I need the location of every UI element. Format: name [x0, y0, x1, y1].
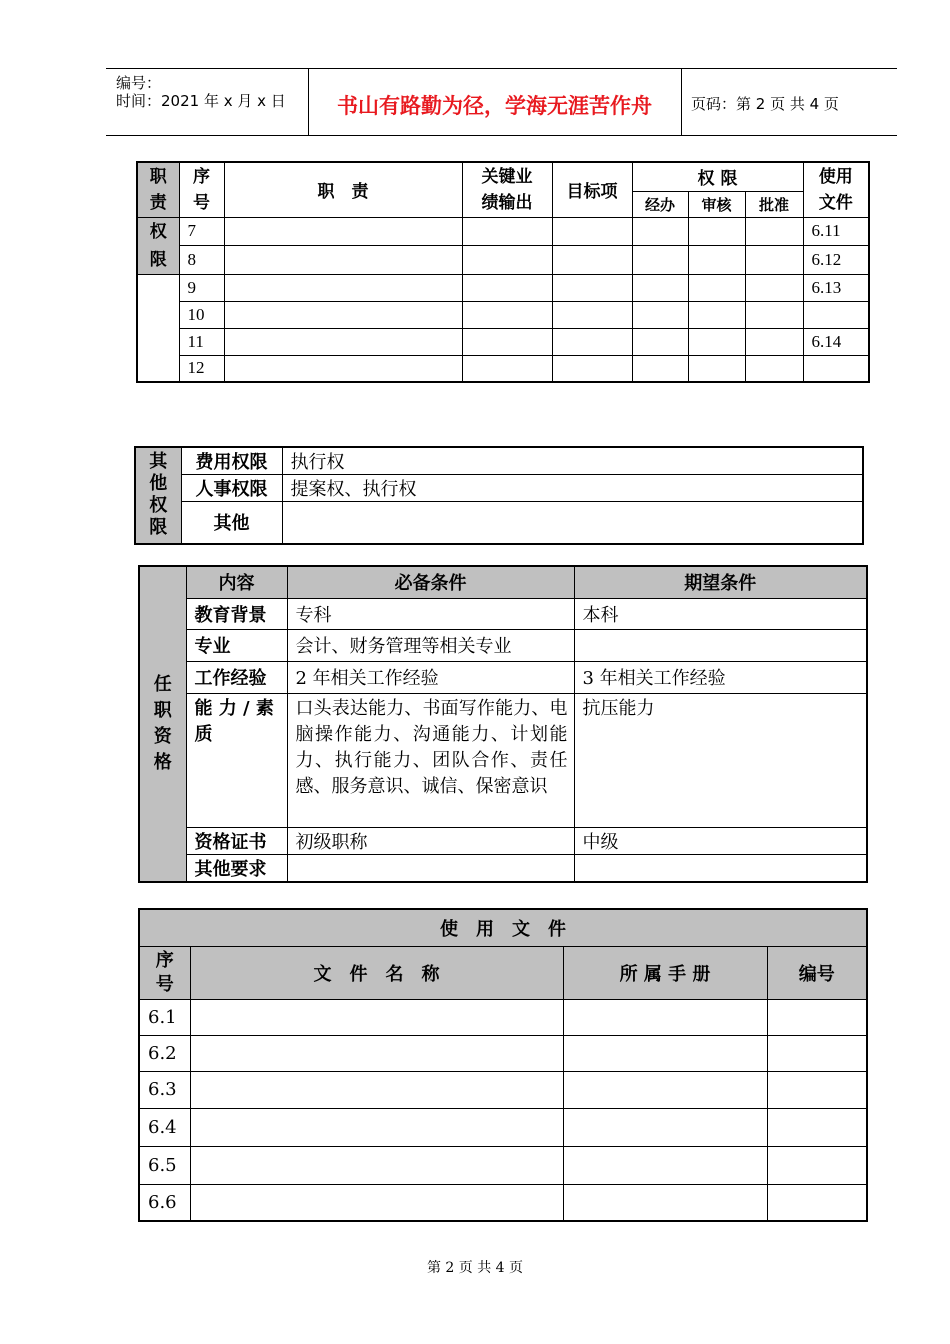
table-row: [139, 854, 867, 882]
required-value: [287, 854, 574, 882]
table-row: [137, 328, 869, 355]
page-info: 页码：第 2 页 共 4 页: [691, 95, 839, 113]
table-row: [139, 1108, 867, 1146]
table-row: [139, 1035, 867, 1071]
expected-value: 中级: [574, 827, 867, 854]
header-seq: 序号: [179, 162, 224, 217]
qualification-label: 其他要求: [186, 854, 287, 882]
required-value: 会计、财务管理等相关专业: [287, 629, 574, 661]
table-row: [139, 1146, 867, 1184]
row-document: 6.14: [803, 328, 869, 355]
documents-table-title: 使 用 文 件: [139, 909, 867, 946]
required-value: 初级职称: [287, 827, 574, 854]
required-value: 专科: [287, 598, 574, 629]
section-label-authority: 权限: [137, 217, 179, 274]
row-seq: 7: [179, 217, 224, 246]
header-divider: [681, 68, 682, 135]
section-label-duty: 职责: [137, 162, 179, 217]
expected-value: 抗压能力: [574, 693, 867, 827]
required-value: 2 年相关工作经验: [287, 661, 574, 693]
expected-value: 3 年相关工作经验: [574, 661, 867, 693]
expected-value: [574, 854, 867, 882]
expected-value: 本科: [574, 598, 867, 629]
table-row: [139, 1071, 867, 1108]
table-row: [139, 827, 867, 854]
document-seq: 6.2: [139, 1035, 190, 1071]
header-handle: 经办: [632, 191, 688, 217]
row-document: 6.11: [803, 217, 869, 246]
header-expected: 期望条件: [574, 566, 867, 598]
authority-value: [282, 502, 863, 544]
table-row: [137, 274, 869, 301]
row-seq: 9: [179, 274, 224, 301]
authority-label: 人事权限: [181, 475, 282, 502]
header-authority: 权 限: [632, 162, 803, 191]
header-key-output: 关键业绩输出: [462, 162, 552, 217]
table-row: [139, 693, 867, 827]
page-footer: 第 2 页 共 4 页: [426, 1260, 524, 1276]
row-document: 6.12: [803, 246, 869, 275]
document-seq: 6.5: [139, 1146, 190, 1184]
qualification-label: 资格证书: [186, 827, 287, 854]
header-file-name: 文 件 名 称: [190, 946, 563, 999]
documents-table: [138, 908, 868, 1222]
table-row: [139, 629, 867, 661]
table-row: [139, 661, 867, 693]
header-content: 内容: [186, 566, 287, 598]
table-row: [137, 246, 869, 275]
table-row: [139, 598, 867, 629]
responsibility-table: [136, 161, 870, 383]
qualifications-table: [138, 565, 868, 883]
qualification-label: 工作经验: [186, 661, 287, 693]
header-bottom-rule: [106, 135, 897, 136]
expected-value: [574, 629, 867, 661]
header-code: 编号: [767, 946, 867, 999]
authority-value: 提案权、执行权: [282, 475, 863, 502]
row-seq: 12: [179, 355, 224, 382]
document-seq: 6.6: [139, 1184, 190, 1221]
header-motto: 书山有路勤为径，学海无涯苦作舟: [337, 94, 652, 118]
header-required: 必备条件: [287, 566, 574, 598]
row-document: [803, 355, 869, 382]
section-label-other-authority: 其他权限: [135, 447, 181, 544]
row-document: [803, 301, 869, 328]
qualification-label: 能 力 / 素质: [186, 693, 287, 827]
authority-value: 执行权: [282, 447, 863, 475]
document-seq: 6.3: [139, 1071, 190, 1108]
header-approve: 批准: [745, 191, 803, 217]
document-seq: 6.1: [139, 999, 190, 1035]
header-top-rule: [106, 68, 897, 69]
header-review: 审核: [688, 191, 745, 217]
other-authority-table: [134, 446, 864, 545]
header-seq: 序号: [139, 946, 190, 999]
table-row: [139, 999, 867, 1035]
row-seq: 10: [179, 301, 224, 328]
section-label-qualifications: 任职资格: [139, 566, 186, 882]
table-row: [139, 1184, 867, 1221]
required-value: 口头表达能力、书面写作能力、电脑操作能力、沟通能力、计划能力、执行能力、团队合作、责任感、服务意识、诚信、保密意识: [287, 693, 574, 827]
authority-label: 其他: [181, 502, 282, 544]
document-time-label: 时间：2021 年 x 月 x 日: [116, 92, 286, 110]
header-documents: 使用文件: [803, 162, 869, 217]
table-row: [137, 355, 869, 382]
header-duty: 职 责: [224, 162, 462, 217]
table-row: [137, 301, 869, 328]
authority-label: 费用权限: [181, 447, 282, 475]
row-seq: 11: [179, 328, 224, 355]
qualification-label: 专业: [186, 629, 287, 661]
document-number-label: 编号：: [116, 74, 162, 92]
header-manual: 所 属 手 册: [563, 946, 767, 999]
header-target: 目标项: [552, 162, 632, 217]
document-seq: 6.4: [139, 1108, 190, 1146]
row-document: 6.13: [803, 274, 869, 301]
row-seq: 8: [179, 246, 224, 275]
table-row: [137, 217, 869, 246]
qualification-label: 教育背景: [186, 598, 287, 629]
